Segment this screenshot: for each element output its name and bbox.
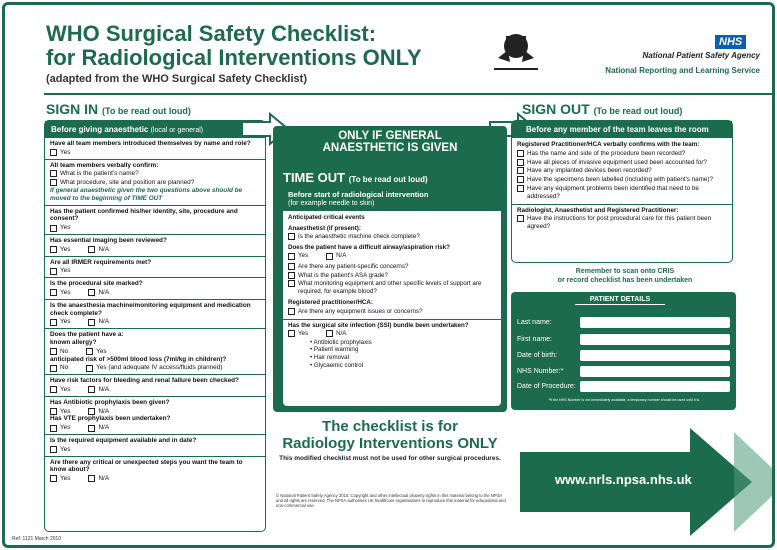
checkbox[interactable]	[88, 475, 95, 482]
checkbox[interactable]	[50, 268, 57, 275]
page-subtitle: (adapted from the WHO Surgical Safety Checklist)	[46, 73, 307, 85]
checkbox[interactable]	[88, 289, 95, 296]
list-item: Have all pieces of invasive equipment used been accounted for?	[517, 159, 727, 167]
nhs-logo: NHS	[715, 35, 746, 49]
checkbox[interactable]	[288, 233, 295, 240]
checkbox[interactable]	[50, 365, 57, 372]
list-item: Has essential imaging been reviewed? Yes N/A	[45, 235, 265, 257]
sign-in-title: SIGN IN (To be read out loud)	[46, 101, 191, 117]
checkbox[interactable]	[326, 330, 333, 337]
last-name-input[interactable]	[580, 317, 730, 328]
header-divider	[44, 93, 772, 95]
checkbox[interactable]	[50, 225, 57, 232]
sign-out-title: SIGN OUT (To be read out loud)	[522, 101, 683, 117]
nhs-number-input[interactable]	[580, 366, 730, 377]
list-item: Is the anaesthetic machine check complete?	[288, 233, 496, 241]
list-item: Is the anaesthesia machine/monitoring equipment and medication check complete? Yes N/A	[45, 300, 265, 329]
date-of-procedure-input[interactable]	[580, 381, 730, 392]
list-item: Have all team members introduced themselves by name and role? Yes	[45, 138, 265, 160]
sign-out-header: Before any member of the team leaves the room	[512, 121, 732, 138]
list-item: Are there any patient-specific concerns?	[288, 263, 496, 271]
page-title-line1: WHO Surgical Safety Checklist:	[46, 21, 377, 46]
checkbox[interactable]	[88, 319, 95, 326]
list-item: Is the procedural site marked? Yes N/A	[45, 278, 265, 300]
checkbox[interactable]	[50, 246, 57, 253]
checkbox[interactable]	[517, 167, 524, 174]
ssi-bullet-list: • Antibiotic prophylaxis • Patient warming • Hair removal • Glycaemic control	[310, 339, 496, 369]
anticipated-events-label: Anticipated critical events	[288, 214, 365, 221]
list-item: Has the patient confirmed his/her identity, site, procedure and consent? Yes	[45, 206, 265, 235]
patient-details-title: PATIENT DETAILS	[575, 296, 665, 305]
checkbox[interactable]	[288, 280, 295, 287]
nhs-number-field: NHS Number:*	[517, 366, 730, 377]
agency-name: National Patient Safety Agency	[642, 51, 760, 60]
checkbox[interactable]	[288, 308, 295, 315]
checkbox[interactable]	[86, 365, 93, 372]
list-item: Are there any equipment issues or concerns?	[288, 308, 496, 316]
checkbox[interactable]	[50, 348, 57, 355]
checkbox[interactable]	[88, 408, 95, 415]
checkbox[interactable]	[50, 149, 57, 156]
checkbox[interactable]	[50, 425, 57, 432]
checkbox[interactable]	[88, 386, 95, 393]
checkbox[interactable]	[517, 159, 524, 166]
sign-out-column: Before any member of the team leaves the room Registered Practitioner/HCA verbally confirms with the team: Has the name and side of the procedure been recorded? Have all pieces of invasive equipment used been accounted for? Have any implanted devices been recorded? Have the specimens been labelled (including with patient's name)? Have any equipment problems been identified that need to be addressed? Radiologist, Anaesthetist and Registered Practitioner: Have the instructions for post procedural care for this patient been agreed?	[511, 120, 733, 263]
time-out-header: Before start of radiological intervention (for example needle to skin)	[283, 188, 501, 211]
list-item: Have any equipment problems been identified that need to be addressed?	[517, 185, 727, 201]
checkbox[interactable]	[50, 475, 57, 482]
reference-number: Ref: 1121 March 2010	[12, 536, 62, 542]
list-item: Have the specimens been labelled (including with patient's name)?	[517, 176, 727, 184]
checkbox[interactable]	[517, 185, 524, 192]
last-name-field: Last name:	[517, 317, 730, 328]
checkbox[interactable]	[288, 253, 295, 260]
first-name-field: First name:	[517, 334, 730, 345]
checkbox[interactable]	[50, 170, 57, 177]
sign-in-column	[44, 120, 266, 532]
date-of-birth-input[interactable]	[580, 350, 730, 361]
date-of-birth-field: Date of birth:	[517, 350, 730, 361]
checkbox[interactable]	[88, 246, 95, 253]
list-item: Are all IRMER requirements met? Yes	[45, 257, 265, 279]
date-of-procedure-field: Date of Procedure:	[517, 381, 730, 392]
list-item: What monitoring equipment and other specific levels of support are required, for example blood?	[288, 280, 496, 295]
website-link[interactable]: www.nrls.npsa.nhs.uk	[555, 472, 692, 487]
royal-crest-icon	[480, 28, 552, 76]
checkbox[interactable]	[50, 408, 57, 415]
checkbox[interactable]	[517, 150, 524, 157]
checkbox[interactable]	[50, 446, 57, 453]
checkbox[interactable]	[288, 263, 295, 270]
checkbox[interactable]	[517, 176, 524, 183]
service-name: National Reporting and Learning Service	[605, 66, 760, 75]
checkbox[interactable]	[86, 348, 93, 355]
page-title-line2: for Radiological Interventions ONLY	[46, 45, 422, 70]
general-anaesthetic-banner: ONLY IF GENERAL ANAESTHETIC IS GIVEN	[322, 130, 458, 154]
copyright-notice: © National Patient Safety Agency 2010. Copyright and other intellectual property rights in this material belong to the NPSA and all rights are reserved. The NPSA authorises UK healthcare organisations to reproduce this material for educational and non-commercial use.	[276, 493, 506, 508]
checkbox[interactable]	[288, 330, 295, 337]
cris-reminder: Remember to scan onto CRIS or record checklist has been undertaken	[557, 268, 693, 284]
checkbox[interactable]	[50, 289, 57, 296]
list-item: Is the required equipment available and in date? Yes	[45, 435, 265, 457]
checkbox[interactable]	[50, 179, 57, 186]
time-out-column: Before start of radiological intervention (for example needle to skin) Anticipated critical events Anaesthetist (if present): Is the anaesthetic machine check complete? Does the patient have a difficult airway/aspiration risk? Yes N/A Are there any patient-specific concerns? What is the patient's ASA grade? What monitoring equipment and other specific levels of support are required, for example blood? Registered practitioner/HCA: Are there any equipment issues or concerns? Has the surgical site infection (SSI) bundle been undertaken? Yes N/A • Antibiotic prophylaxis • Patient warming • Hair removal • Glycaemic control	[283, 188, 501, 406]
list-item: Have the instructions for post procedural care for this patient been agreed?	[517, 215, 727, 231]
first-name-input[interactable]	[580, 334, 730, 345]
list-item: What is the patient's ASA grade?	[288, 272, 496, 280]
checkbox[interactable]	[326, 253, 333, 260]
checkbox[interactable]	[88, 425, 95, 432]
usage-warning: This modified checklist must not be used for other surgical procedures.	[279, 455, 501, 462]
checkbox[interactable]	[50, 319, 57, 326]
list-item: Have any implanted devices been recorded?	[517, 167, 727, 175]
list-item: Has Antibiotic prophylaxis been given? Yes N/A Has VTE prophylaxis been undertaken? Yes N/A	[45, 397, 265, 435]
list-item: Have risk factors for bleeding and renal failure been checked? Yes N/A	[45, 375, 265, 397]
checkbox[interactable]	[517, 215, 524, 222]
checkbox[interactable]	[50, 386, 57, 393]
sign-in-header: Before giving anaesthetic (local or general)	[45, 121, 265, 138]
time-out-title: TIME OUT (To be read out loud)	[283, 170, 428, 185]
list-item: Has the name and side of the procedure been recorded?	[517, 150, 727, 158]
list-item: Does the patient have a: known allergy? No Yes anticipated risk of >500ml blood loss (7ml/kg in children)? No Yes (and adequate IV access/fluids planned)	[45, 329, 265, 375]
list-item: Are there any critical or unexpected steps you want the team to know about? Yes N/A	[50, 458, 243, 483]
nhs-number-footnote: *If the NHS Number is not immediately available, a temporary number should be used until it is	[548, 398, 700, 402]
checkbox[interactable]	[288, 272, 295, 279]
radiology-only-heading: The checklist is for Radiology Interventions ONLY	[282, 418, 498, 452]
list-item: All team members verbally confirm: What is the patient's name? What procedure, site and position are planned? If general anaesthetic given the two questions above should be moved to the beginning of TIME OUT	[45, 160, 265, 206]
